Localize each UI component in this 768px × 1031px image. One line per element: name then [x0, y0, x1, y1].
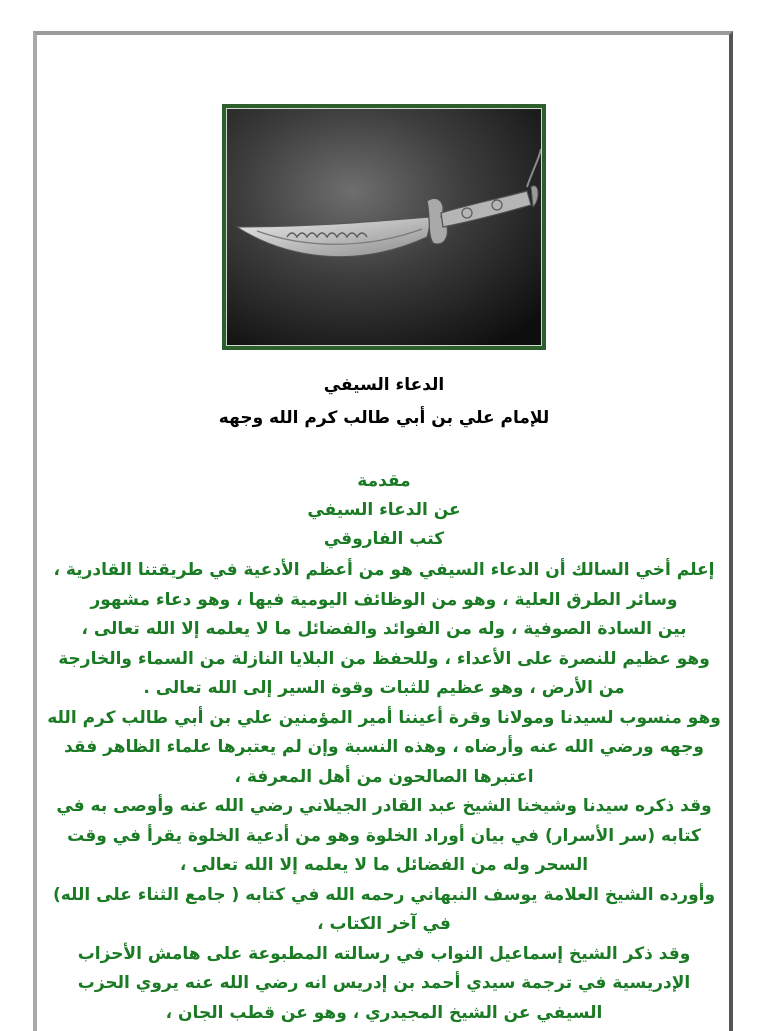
body-line: وهو عظيم للنصرة على الأعداء ، وللحفظ من البلايا النازلة من السماء والخارجة [58, 648, 710, 669]
sword-image [227, 109, 541, 345]
body-line: وسائر الطرق العلية ، وهو من الوظائف اليومية فيها ، وهو دعاء مشهور [90, 589, 678, 610]
document-title: الدعاء السيفي [323, 375, 445, 395]
section-subheading: عن الدعاء السيفي [307, 500, 461, 520]
sword-photo [222, 104, 546, 350]
body-text [44, 556, 724, 1028]
body-line: اعتبرها الصالحون من أهل المعرفة ، [234, 766, 534, 787]
body-line: وأورده الشيخ العلامة يوسف النبهاني رحمه الله في كتابه ( جامع الثناء على الله) [52, 884, 716, 905]
section-author: كتب الفاروقي [323, 529, 445, 549]
body-line: بين السادة الصوفية ، وله من الفوائد والفضائل ما لا يعلمه إلا الله تعالى ، [81, 619, 687, 639]
body-line: في آخر الكتاب ، [317, 914, 451, 934]
body-line: وهو منسوب لسيدنا ومولانا وقرة أعيننا أمير المؤمنين علي بن أبي طالب كرم الله [47, 707, 721, 728]
body-line: الإدريسية في ترجمة سيدي أحمد بن إدريس انه رضي الله عنه يروي الحزب [77, 973, 691, 993]
body-line: من الأرض ، وهو عظيم للثبات وقوة السير إلى الله تعالى . [143, 678, 625, 698]
body-line: إعلم أخي السالك أن الدعاء السيفي هو من أعظم الأدعية في طريقتنا القادرية ، [53, 560, 715, 580]
body-line: وقد ذكر الشيخ إسماعيل النواب في رسالته المطبوعة على هامش الأحزاب [77, 943, 691, 964]
body-line: وقد ذكره سيدنا وشيخنا الشيخ عبد القادر الجيلاني رضي الله عنه وأوصى به في [56, 796, 712, 816]
document-subtitle: للإمام علي بن أبي طالب كرم الله وجهه [218, 408, 550, 428]
section-heading: مقدمة [357, 471, 411, 491]
body-line: كتابه (سر الأسرار) في بيان أوراد الخلوة وهو من أدعية الخلوة يقرأ في وقت [67, 825, 701, 846]
body-line: وجهه ورضي الله عنه وأرضاه ، وهذه النسبة وإن لم يعتبرها علماء الظاهر فقد [64, 737, 704, 757]
body-line: السيفي عن الشيخ المجيدري ، وهو عن قطب الجان ، [165, 1002, 603, 1023]
body-line: السحر وله من الفضائل ما لا يعلمه إلا الله تعالى ، [179, 855, 589, 875]
